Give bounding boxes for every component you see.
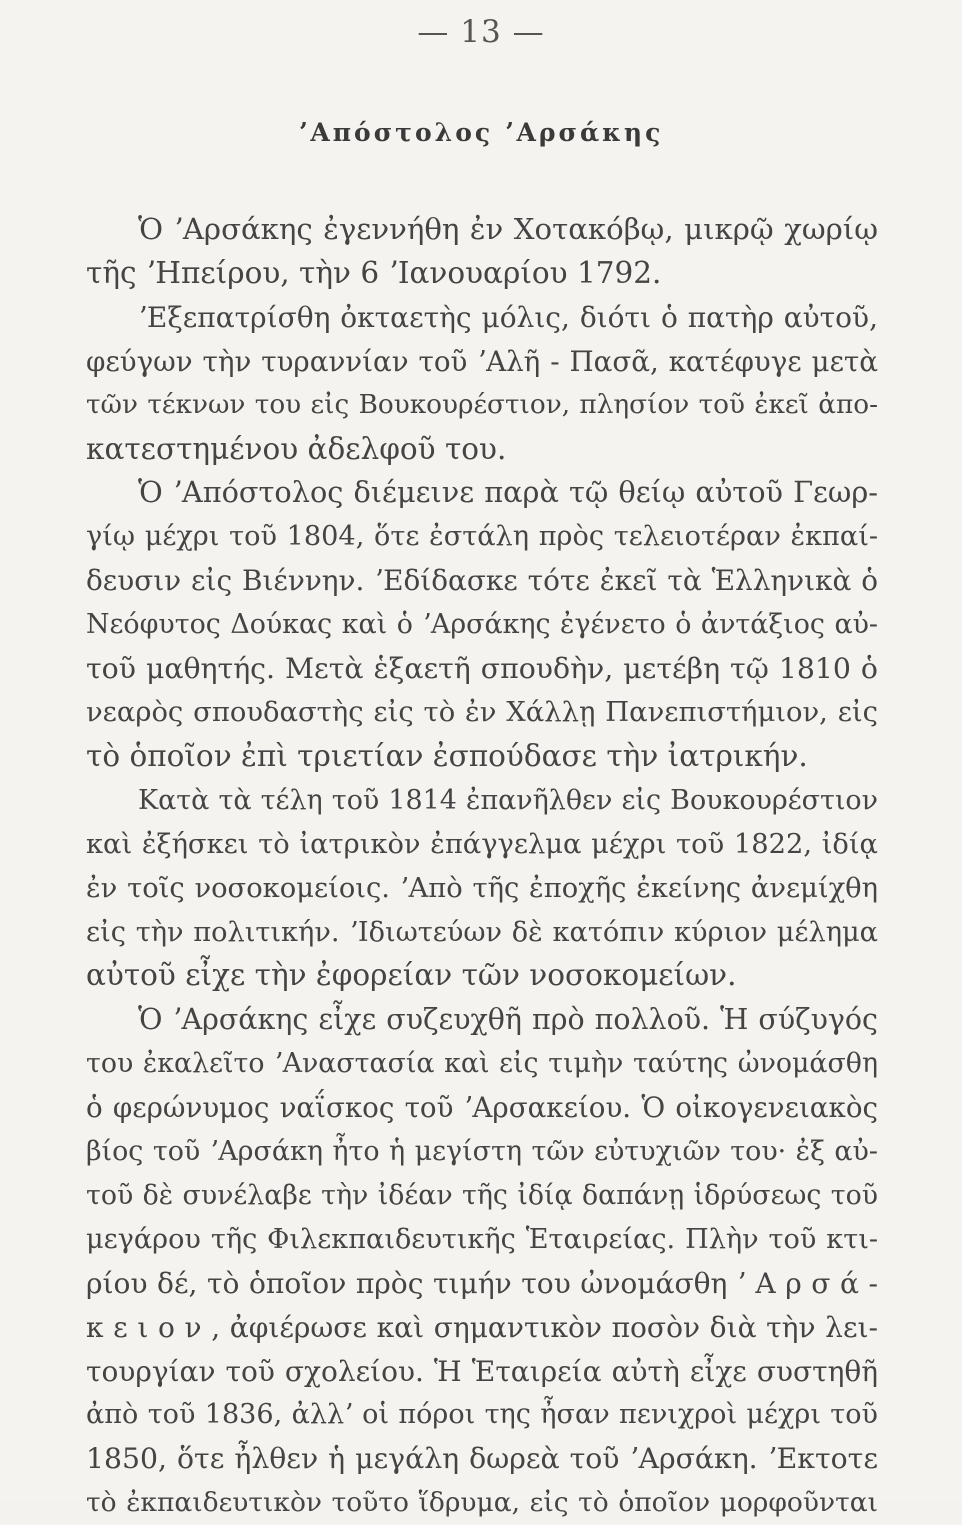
text-line: Νεόφυτος Δούκας καὶ ὁ ʼΑρσάκης ἐγένετο ὁ ἀντάξιος αὐ- <box>86 609 878 641</box>
text-line: τὸ ἐκπαιδευτικὸν τοῦτο ἵδρυμα, εἰς τὸ ὁποῖον μορφοῦνται <box>86 1487 878 1519</box>
page-number: — 13 — <box>417 14 545 50</box>
text-line: ἀπὸ τοῦ 1836, ἀλλʼ οἱ πόροι της ἦσαν πενιχροὶ μέχρι τοῦ <box>86 1399 878 1431</box>
text-line: καὶ ἐξήσκει τὸ ἰατρικὸν ἐπάγγελμα μέχρι τοῦ 1822, ἰδίᾳ <box>86 828 878 860</box>
body-text <box>86 208 878 1525</box>
text-line: Ὁ ʼΑρσάκης εἶχε συζευχθῆ πρὸ πολλοῦ. Ἡ σύζυγός <box>138 1003 878 1037</box>
text-line: βίος τοῦ ʼΑρσάκη ἦτο ἡ μεγίστη τῶν εὐτυχιῶν του· ἐξ αὐ- <box>86 1136 878 1168</box>
text-line: αὐτοῦ εἶχε τὴν ἐφορείαν τῶν νοσοκομείων. <box>86 958 737 993</box>
text-line: τουργίαν τοῦ σχολείου. Ἡ Ἑταιρεία αὐτὴ εἶχε συστηθῆ <box>86 1354 878 1388</box>
text-line: κατεστημένου ἀδελφοῦ του. <box>86 431 507 466</box>
text-line: νεαρὸς σπουδαστὴς εἰς τὸ ἐν Χάλλῃ Πανεπιστήμιον, εἰς <box>86 696 878 728</box>
text-line: τῆς ʼΗπείρου, τὴν 6 ʼΙανουαρίου 1792. <box>86 255 662 290</box>
text-line: φεύγων τὴν τυραννίαν τοῦ ʼΑλῆ - Πασᾶ, κατέφυγε μετὰ <box>86 344 878 378</box>
text-line: ʼΕξεπατρίσθη ὀκταετὴς μόλις, διότι ὁ πατὴρ αὐτοῦ, <box>138 300 878 334</box>
text-line: ὁ φερώνυμος ναΐσκος τοῦ ʼΑρσακείου. Ὁ οἰκογενειακὸς <box>86 1091 878 1125</box>
text-line: τοῦ μαθητής. Μετὰ ἑξαετῆ σπουδὴν, μετέβη τῷ 1810 ὁ <box>86 652 878 686</box>
text-line: Κατὰ τὰ τέλη τοῦ 1814 ἐπανῆλθεν εἰς Βουκουρέστιον <box>138 784 878 816</box>
text-line: τὸ ὁποῖον ἐπὶ τριετίαν ἐσπούδασε τὴν ἰατρικήν. <box>86 738 808 773</box>
text-line: ρίου δέ, τὸ ὁποῖον πρὸς τιμήν του ὠνομάσθη ʼ Α ρ σ ά - <box>86 1266 878 1300</box>
text-line: εἰς τὴν πολιτικήν. ʼΙδιωτεύων δὲ κατόπιν κύριον μέλημα <box>86 916 878 948</box>
text-line: 1850, ὅτε ἦλθεν ἡ μεγάλη δωρεὰ τοῦ ʼΑρσάκη. ʼΕκτοτε <box>86 1442 878 1476</box>
text-line: Ὁ ʼΑπόστολος διέμεινε παρὰ τῷ θείῳ αὐτοῦ Γεωρ- <box>138 475 878 510</box>
text-line: Ὁ ʼΑρσάκης ἐγεννήθη ἐν Χοτακόβῳ, μικρῷ χωρίῳ <box>138 212 878 246</box>
text-line: κ ε ι ο ν , ἀφιέρωσε καὶ σημαντικὸν ποσὸν διὰ τὴν λει- <box>86 1310 878 1344</box>
text-line: τοῦ δὲ συνέλαβε τὴν ἰδέαν τῆς ἰδίᾳ δαπάνῃ ἱδρύσεως τοῦ <box>86 1179 878 1211</box>
text-line: ἐν τοῖς νοσοκομείοις. ʼΑπὸ τῆς ἐποχῆς ἐκείνης ἀνεμίχθη <box>86 872 878 904</box>
text-line: γίῳ μέχρι τοῦ 1804, ὅτε ἐστάλη πρὸς τελειοτέραν ἐκπαί- <box>86 521 878 553</box>
text-line: τῶν τέκνων του εἰς Βουκουρέστιον, πλησίον τοῦ ἐκεῖ ἀπο- <box>86 389 878 420</box>
chapter-heading: ʼΑπόστολος ʼΑρσάκης <box>298 118 664 147</box>
text-line: δευσιν εἰς Βιέννην. ʼΕδίδασκε τότε ἐκεῖ τὰ Ἑλληνικὰ ὁ <box>86 564 878 598</box>
text-line: του ἐκαλεῖτο ʼΑναστασία καὶ εἰς τιμὴν ταύτης ὠνομάσθη <box>86 1048 878 1080</box>
text-line: μεγάρου τῆς Φιλεκπαιδευτικῆς Ἑταιρείας. Πλὴν τοῦ κτι- <box>86 1223 878 1255</box>
